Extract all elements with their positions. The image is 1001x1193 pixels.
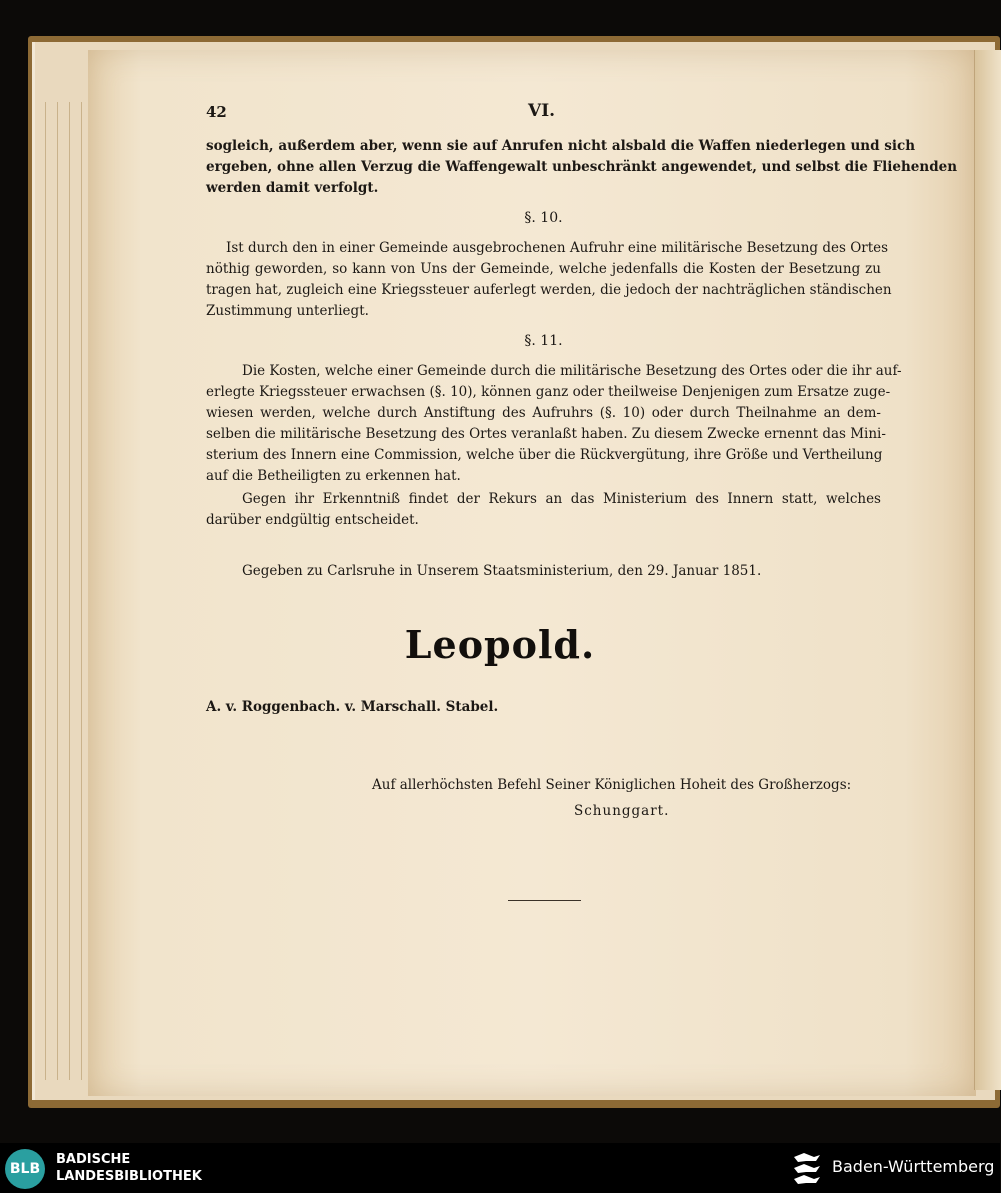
secretary-name: Schunggart. xyxy=(574,803,670,819)
given-date-line: Gegeben zu Carlsruhe in Unserem Staatsministerium, den 29. Januar 1851. xyxy=(242,563,762,579)
text-line: Gegen ihr Erkenntniß findet der Rekurs an das Ministerium des Innern statt, welches xyxy=(242,491,881,507)
page-number: 42 xyxy=(206,103,227,121)
text-line: wiesen werden, welche durch Anstiftung des Aufruhrs (§. 10) oder durch Theilnahme an dem- xyxy=(206,405,881,421)
closing-rule xyxy=(508,900,581,901)
page-section-roman: VI. xyxy=(528,101,556,121)
blb-logo-icon: BLB xyxy=(5,1149,45,1189)
signature-leopold: Leopold. xyxy=(404,622,596,667)
text-line: selben die militärische Besetzung des Ortes veranlaßt haben. Zu diesem Zwecke ernennt das Mini- xyxy=(206,426,886,442)
baden-wuerttemberg-lions-icon xyxy=(792,1151,822,1185)
text-line: sogleich, außerdem aber, wenn sie auf Anrufen nicht alsbald die Waffen niederlegen und sich xyxy=(206,138,916,154)
text-line: ergeben, ohne allen Verzug die Waffengewalt unbeschränkt angewendet, und selbst die Fliehenden xyxy=(206,159,958,175)
ministers-line: A. v. Roggenbach. v. Marschall. Stabel. xyxy=(206,699,499,715)
order-line: Auf allerhöchsten Befehl Seiner Königlichen Hoheit des Großherzogs: xyxy=(372,777,852,793)
library-name: BADISCHE LANDESBIBLIOTHEK xyxy=(56,1152,202,1184)
text-line: Die Kosten, welche einer Gemeinde durch die militärische Besetzung des Ortes oder die ihr auf- xyxy=(242,363,902,379)
footer-bar xyxy=(0,1143,1000,1193)
text-line: Ist durch den in einer Gemeinde ausgebrochenen Aufruhr eine militärische Besetzung des Ortes xyxy=(226,240,889,256)
page-edge xyxy=(974,50,1001,1090)
state-name: Baden-Württemberg xyxy=(832,1157,995,1176)
section-heading: §. 10. xyxy=(524,210,563,226)
text-line: tragen hat, zugleich eine Kriegssteuer auferlegt werden, die jedoch der nachträglichen ständischen xyxy=(206,282,892,298)
text-line: werden damit verfolgt. xyxy=(206,180,379,196)
text-line: sterium des Innern eine Commission, welche über die Rückvergütung, ihre Größe und Vertheilung xyxy=(206,447,883,463)
text-line: nöthig geworden, so kann von Uns der Gemeinde, welche jedenfalls die Kosten der Besetzung zu xyxy=(206,261,881,277)
text-line: darüber endgültig entscheidet. xyxy=(206,512,419,528)
text-line: erlegte Kriegssteuer erwachsen (§. 10), können ganz oder theilweise Denjenigen zum Ersatze zuge- xyxy=(206,384,891,400)
text-line: auf die Betheiligten zu erkennen hat. xyxy=(206,468,461,484)
text-line: Zustimmung unterliegt. xyxy=(206,303,369,319)
section-heading: §. 11. xyxy=(524,333,563,349)
